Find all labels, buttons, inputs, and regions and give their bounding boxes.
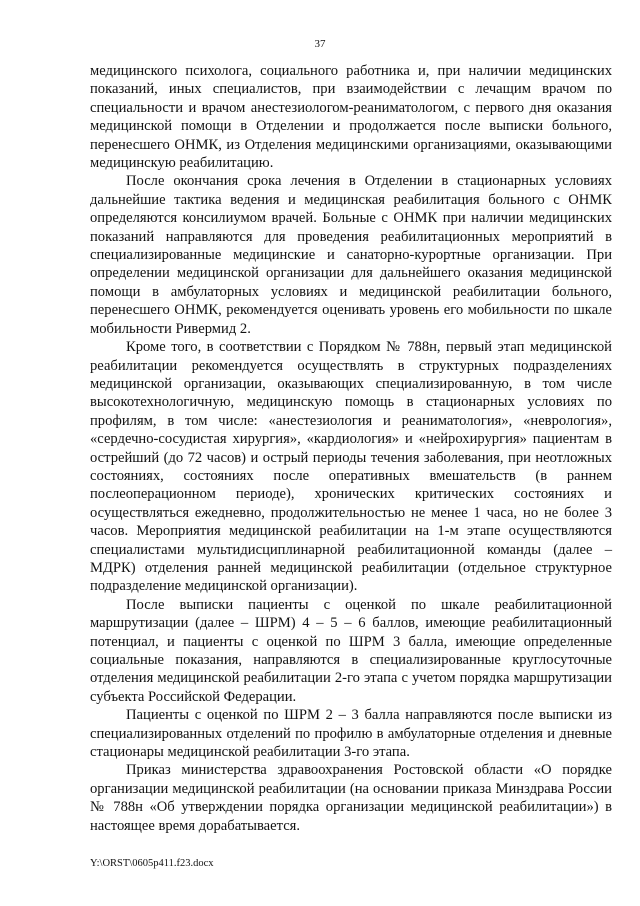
paragraph-treatment-tactics: После окончания срока лечения в Отделении в стационарных условиях дальнейшие тактика ведения и медицинская реабилитация больного с ОНМК определяются консилиумом врачей. Больные с ОНМК при наличии медицинских показаний направляются для проведения реабилитационных мероприятий в специализированные медицинские и санаторно-курортные организации. При определении медицинской организации для дальнейшего оказания медицинской помощи в амбулаторных условиях и медицинской реабилитации больного, перенесшего ОНМК, рекомендуется оценивать уровень его мобильности по шкале мобильности Ривермид 2.	[90, 173, 612, 337]
footer-file-path: Y:\ORST\0605p411.f23.docx	[90, 858, 214, 869]
document-body	[90, 62, 612, 835]
paragraph-first-stage: Кроме того, в соответствии с Порядком № 788н, первый этап медицинской реабилитации рекомендуется осуществлять в структурных подразделениях медицинской организации, оказывающих специализированную, в том числе высокотехнологичную, медицинскую помощь в стационарных условиях по профилям, в том числе: «анестезиология и реаниматология», «неврология», «сердечно-сосудистая хирургия», «кардиология» и «нейрохирургия» пациентам в острейший (до 72 часов) и острый периоды течения заболевания, при неотложных состояниях, состояниях после оперативных вмешательств (в раннем послеоперационном периоде), хронических критических состояниях и осуществляться ежедневно, продолжительностью не менее 1 часа, но не более 3 часов. Мероприятия медицинской реабилитации на 1-м этапе осуществляются специалистами мультидисциплинарной реабилитационной команды (далее – МДРК) отделения ранней медицинской реабилитации (отдельное структурное подразделение медицинской организации).	[90, 339, 612, 595]
paragraph-continuation: медицинского психолога, социального работника и, при наличии медицинских показаний, иных специалистов, при взаимодействии с лечащим врачом по специальности и врачом анестезиологом-реаниматологом, с первого дня оказания медицинской помощи в Отделении и продолжается после выписки больного, перенесшего ОНМК, из Отделения медицинскими организациями, оказывающими медицинскую реабилитацию.	[90, 63, 612, 172]
paragraph-second-stage: После выписки пациенты с оценкой по шкале реабилитационной маршрутизации (далее – ШРМ) 4 – 5 – 6 баллов, имеющие реабилитационный потенциал, и пациенты с оценкой по ШРМ 3 балла, имеющие определенные социальные показания, направляются в специализированные круглосуточные отделения медицинской реабилитации 2-го этапа с учетом порядка маршрутизации субъекта Российской Федерации.	[90, 596, 612, 705]
page-number: 37	[314, 38, 326, 50]
paragraph-regional-order: Приказ министерства здравоохранения Ростовской области «О порядке организации медицинской реабилитации (на основании приказа Минздрава России № 788н «Об утверждении порядка организации медицинской реабилитации») в настоящее время дорабатывается.	[90, 762, 612, 834]
paragraph-third-stage: Пациенты с оценкой по ШРМ 2 – 3 балла направляются после выписки из специализированных отделений по профилю в амбулаторные отделения и дневные стационары медицинской реабилитации 3-го этапа.	[90, 707, 612, 761]
